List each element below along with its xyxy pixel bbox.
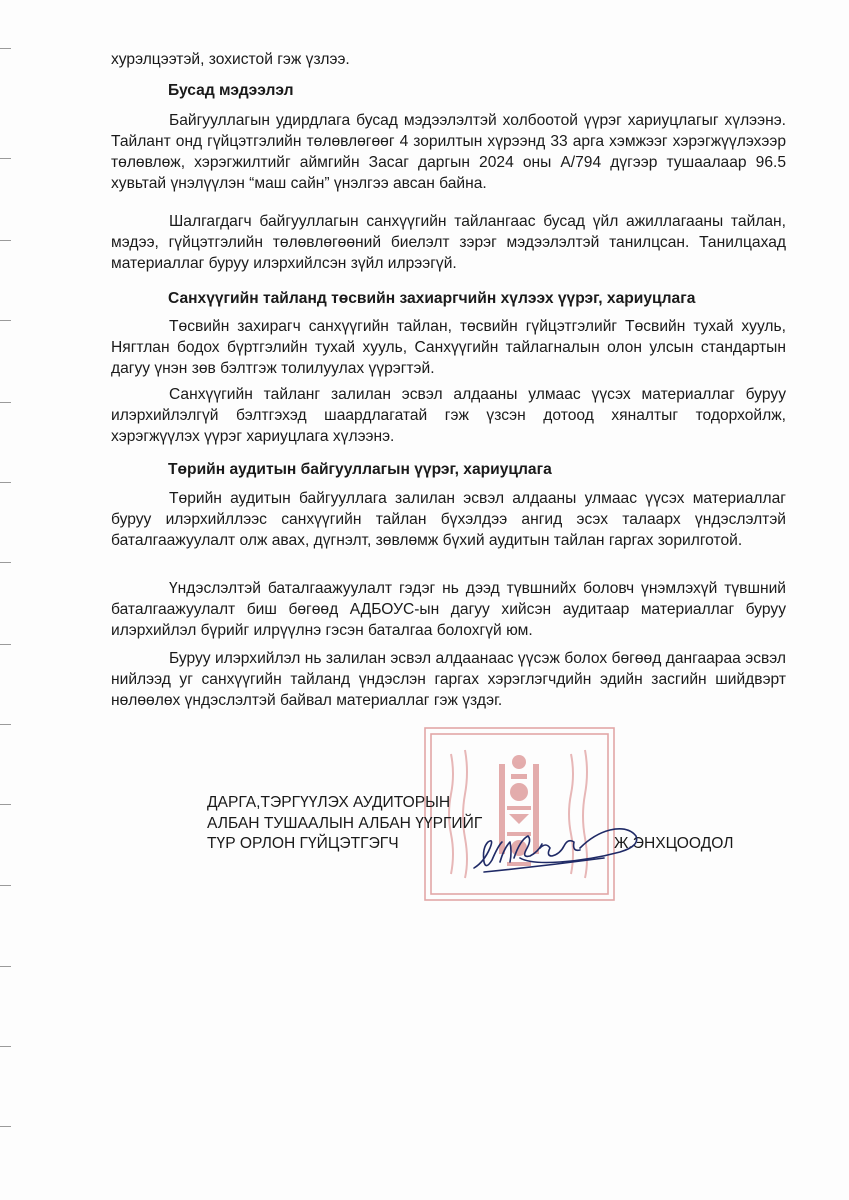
margin-tick [0,966,11,967]
handwritten-signature-icon [470,818,646,878]
margin-tick [0,1126,11,1127]
margin-tick [0,562,11,563]
paragraph: Шалгагдагч байгууллагын санхүүгийн тайлангаас бусад үйл ажиллагааны тайлан, мэдээ, гүйцэтгэлийн төлөвлөгөөний биелэлт зэрэг мэдээлэлтэй танилцсан. Танилцахад материаллаг буруу илэрхийлсэн зүйл илрээгүй. [111,213,786,272]
signer-title-line: АЛБАН ТУШААЛЫН АЛБАН ҮҮРГИЙГ [207,814,483,832]
margin-tick [0,644,11,645]
margin-tick [0,885,11,886]
section-heading-other-info: Бусад мэдээлэл [168,82,294,99]
signer-name: Ж.ЭНХЦООДОЛ [614,835,734,852]
margin-tick [0,482,11,483]
margin-tick [0,724,11,725]
signer-title-line: ТҮР ОРЛОН ГҮЙЦЭТГЭГЧ [207,835,399,852]
paragraph: Төсвийн захирагч санхүүгийн тайлан, төсвийн гүйцэтгэлийг Төсвийн тухай хууль, Нягтлан бодох бүртгэлийн тухай хууль, Санхүүгийн тайлагналын олон улсын стандартын дагуу үнэн зөв бэлтгэж толилуулах үүрэгтэй. [111,318,786,377]
section-heading-audit-org: Төрийн аудитын байгууллагын үүрэг, хариуцлага [168,461,552,478]
margin-tick [0,240,11,241]
margin-tick [0,320,11,321]
signer-title-line: ДАРГА,ТЭРГҮҮЛЭХ АУДИТОРЫН [207,794,451,811]
margin-tick [0,1046,11,1047]
paragraph: Санхүүгийн тайланг залилан эсвэл алдааны улмаас үүсэх материаллаг буруу илэрхийлэлгүй бэлтгэхэд шаардлагатай гэж үзсэн дотоод хяналтыг тодорхойлж, хэрэгжүүлэх үүрэг хариуцлага хүлээнэ. [111,386,786,445]
scan-margin-ticks [0,0,14,1200]
margin-tick [0,158,11,159]
paragraph: Буруу илэрхийлэл нь залилан эсвэл алдаанаас үүсэж болох бөгөөд дангаараа эсвэл нийлээд уг санхүүгийн тайланд үндэслэн гаргах хэрэглэгчдийн эдийн засгийн шийдвэрт нөлөөлөх үндэслэлтэй байвал материаллаг гэж үздэг. [111,650,786,709]
margin-tick [0,804,11,805]
opening-fragment: хурэлцээтэй, зохистой гэж үзлээ. [111,51,350,68]
margin-tick [0,402,11,403]
paragraph: Төрийн аудитын байгууллага залилан эсвэл алдааны улмаас үүсэх материаллаг буруу илэрхийллээс санхүүгийн тайлан бүхэлдээ ангид эсэх талаарх үндэслэлтэй баталгаажуулалт олж авах, дүгнэлт, зөвлөмж бүхий аудитын тайлан гаргах зорилготой. [111,490,786,549]
section-heading-budget-manager: Санхүүгийн тайланд төсвийн захиаргчийн хүлээх үүрэг, хариуцлага [168,290,696,307]
paragraph: Байгууллагын удирдлага бусад мэдээлэлтэй холбоотой үүрэг хариуцлагыг хүлээнэ. Тайлант онд гүйцэтгэлийн төлөвлөгөөг 4 зорилтын хүрээнд 33 арга хэмжээг хэрэгжүүлэхээр төлөвлөж, хэрэгжилтийг аймгийн Засаг даргын 2024 оны А/794 дүгээр тушаалаар 96.5 хувьтай үнэлүүлэн “маш сайн” үнэлгээ авсан байна. [111,112,786,192]
margin-tick [0,48,11,49]
paragraph: Үндэслэлтэй баталгаажуулалт гэдэг нь дээд түвшнийх боловч үнэмлэхүй түвшний баталгаажуулалт биш бөгөөд АДБОУС-ын дагуу хийсэн аудитаар материаллаг буруу илэрхийлэл бүрийг илрүүлнэ гэсэн баталгаа болохгүй юм. [111,580,786,639]
